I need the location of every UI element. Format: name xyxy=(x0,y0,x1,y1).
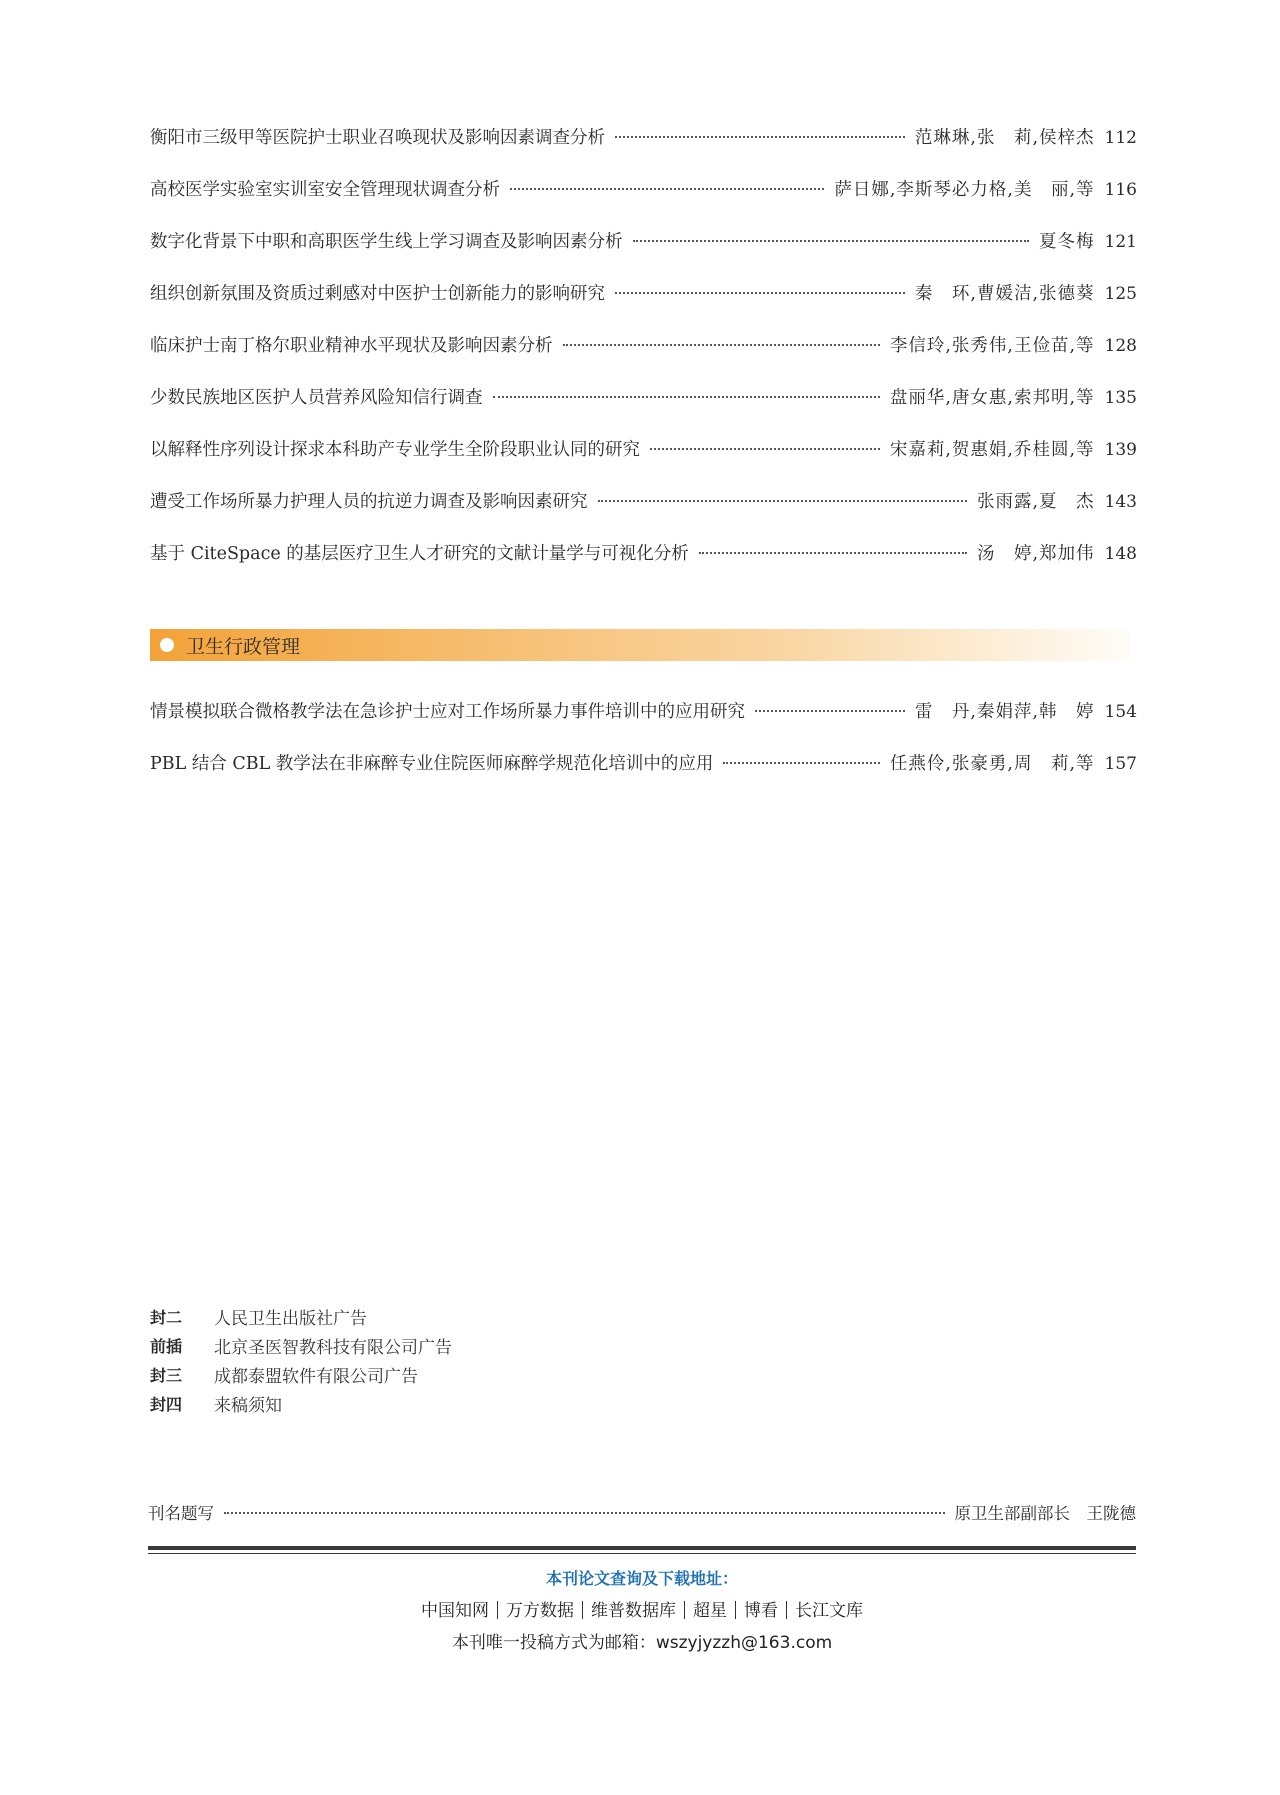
dot-leader xyxy=(650,448,880,450)
article-authors: 汤 婷,郑加伟 xyxy=(976,544,1095,564)
ad-item xyxy=(150,1360,452,1389)
toc-group-1 xyxy=(150,124,1137,592)
article-authors: 秦 环,曹媛洁,张德葵 xyxy=(914,284,1095,304)
article-title: 少数民族地区医护人员营养风险知信行调查 xyxy=(150,388,483,408)
page-number: 121 xyxy=(1104,232,1137,252)
ad-description: 北京圣医智教科技有限公司广告 xyxy=(214,1338,452,1358)
article-title: 以解释性序列设计探求本科助产专业学生全阶段职业认同的研究 xyxy=(150,440,640,460)
toc-entry[interactable] xyxy=(150,698,1137,750)
ad-position: 前插 xyxy=(150,1337,183,1356)
section-header xyxy=(150,629,1130,661)
dot-leader xyxy=(615,136,905,138)
article-title: 衡阳市三级甲等医院护士职业召唤现状及影响因素调查分析 xyxy=(150,128,605,148)
database-list xyxy=(148,1595,1136,1627)
article-title: 临床护士南丁格尔职业精神水平现状及影响因素分析 xyxy=(150,336,553,356)
title-calligraphy-credit xyxy=(148,1500,1136,1524)
article-title: 组织创新氛围及资质过剩感对中医护士创新能力的影响研究 xyxy=(150,284,605,304)
separator xyxy=(582,1601,583,1619)
dot-leader xyxy=(493,396,880,398)
article-title: 数字化背景下中职和高职医学生线上学习调查及影响因素分析 xyxy=(150,232,623,252)
page-number: 128 xyxy=(1104,336,1137,356)
ad-item xyxy=(150,1389,452,1418)
article-authors: 张雨露,夏 杰 xyxy=(976,492,1095,512)
bullet-icon xyxy=(160,638,174,652)
toc-entry[interactable] xyxy=(150,124,1137,176)
page-number: 116 xyxy=(1104,180,1137,200)
page-number: 112 xyxy=(1104,128,1137,148)
article-authors: 李信玲,张秀伟,王俭苗,等 xyxy=(889,336,1095,356)
toc-entry[interactable] xyxy=(150,280,1137,332)
toc-entry[interactable] xyxy=(150,332,1137,384)
article-authors: 雷 丹,秦娟萍,韩 婷 xyxy=(914,702,1095,722)
ad-item xyxy=(150,1331,452,1360)
submission-email: 本刊唯一投稿方式为邮箱：wszyjyzzh@163.com xyxy=(451,1633,833,1653)
article-title: 基于 CiteSpace 的基层医疗卫生人才研究的文献计量学与可视化分析 xyxy=(150,544,689,564)
toc-entry[interactable] xyxy=(150,488,1137,540)
page-number: 139 xyxy=(1104,440,1137,460)
article-authors: 萨日娜,李斯琴必力格,美 丽,等 xyxy=(834,180,1095,200)
dot-leader xyxy=(615,292,905,294)
separator xyxy=(497,1601,498,1619)
dot-leader xyxy=(723,762,880,764)
footer xyxy=(148,1563,1136,1659)
toc-entry[interactable] xyxy=(150,384,1137,436)
dot-leader xyxy=(755,710,905,712)
article-title: PBL 结合 CBL 教学法在非麻醉专业住院医师麻醉学规范化培训中的应用 xyxy=(150,754,714,774)
page-number: 154 xyxy=(1104,702,1137,722)
separator xyxy=(786,1601,787,1619)
ad-description: 成都泰盟软件有限公司广告 xyxy=(214,1367,418,1387)
dot-leader xyxy=(563,344,880,346)
database-vip[interactable]: 维普数据库 xyxy=(591,1601,676,1621)
dot-leader xyxy=(699,552,967,554)
database-bookan[interactable]: 博看 xyxy=(744,1601,778,1621)
credit-value: 原卫生部副部长 王陇德 xyxy=(954,1504,1136,1523)
ad-position: 封三 xyxy=(150,1366,183,1385)
page-number: 157 xyxy=(1104,754,1137,774)
download-heading: 本刊论文查询及下载地址： xyxy=(545,1569,738,1588)
ad-description: 人民卫生出版社广告 xyxy=(214,1309,367,1329)
article-authors: 宋嘉莉,贺惠娟,乔桂圆,等 xyxy=(889,440,1095,460)
database-changjiang[interactable]: 长江文库 xyxy=(795,1601,863,1621)
database-cnki[interactable]: 中国知网 xyxy=(421,1601,489,1621)
divider-thin xyxy=(148,1553,1136,1554)
divider-thick xyxy=(148,1546,1136,1550)
article-title: 情景模拟联合微格教学法在急诊护士应对工作场所暴力事件培训中的应用研究 xyxy=(150,702,745,722)
dot-leader xyxy=(510,188,824,190)
dot-leader xyxy=(598,500,967,502)
article-authors: 盘丽华,唐女惠,索邦明,等 xyxy=(889,388,1095,408)
ad-position: 封四 xyxy=(150,1395,183,1414)
article-authors: 范琳琳,张 莉,侯梓杰 xyxy=(914,128,1095,148)
article-authors: 夏冬梅 xyxy=(1039,232,1095,252)
page-number: 148 xyxy=(1104,544,1137,564)
toc-entry[interactable] xyxy=(150,436,1137,488)
advertisement-list xyxy=(150,1302,452,1418)
dot-leader xyxy=(224,1512,945,1514)
page-number: 135 xyxy=(1104,388,1137,408)
ad-description: 来稿须知 xyxy=(214,1396,282,1416)
page-number: 125 xyxy=(1104,284,1137,304)
toc-entry[interactable] xyxy=(150,176,1137,228)
separator xyxy=(735,1601,736,1619)
article-title: 遭受工作场所暴力护理人员的抗逆力调查及影响因素研究 xyxy=(150,492,588,512)
toc-group-2 xyxy=(150,698,1137,802)
ad-position: 封二 xyxy=(150,1308,183,1327)
toc-entry[interactable] xyxy=(150,540,1137,592)
ad-item xyxy=(150,1302,452,1331)
database-chaoxing[interactable]: 超星 xyxy=(693,1601,727,1621)
page-number: 143 xyxy=(1104,492,1137,512)
credit-label: 刊名题写 xyxy=(148,1504,214,1523)
toc-entry[interactable] xyxy=(150,750,1137,802)
section-title: 卫生行政管理 xyxy=(186,635,301,658)
database-wanfang[interactable]: 万方数据 xyxy=(506,1601,574,1621)
article-authors: 任燕伶,张豪勇,周 莉,等 xyxy=(889,754,1095,774)
dot-leader xyxy=(633,240,1030,242)
article-title: 高校医学实验室实训室安全管理现状调查分析 xyxy=(150,180,500,200)
separator xyxy=(684,1601,685,1619)
toc-entry[interactable] xyxy=(150,228,1137,280)
